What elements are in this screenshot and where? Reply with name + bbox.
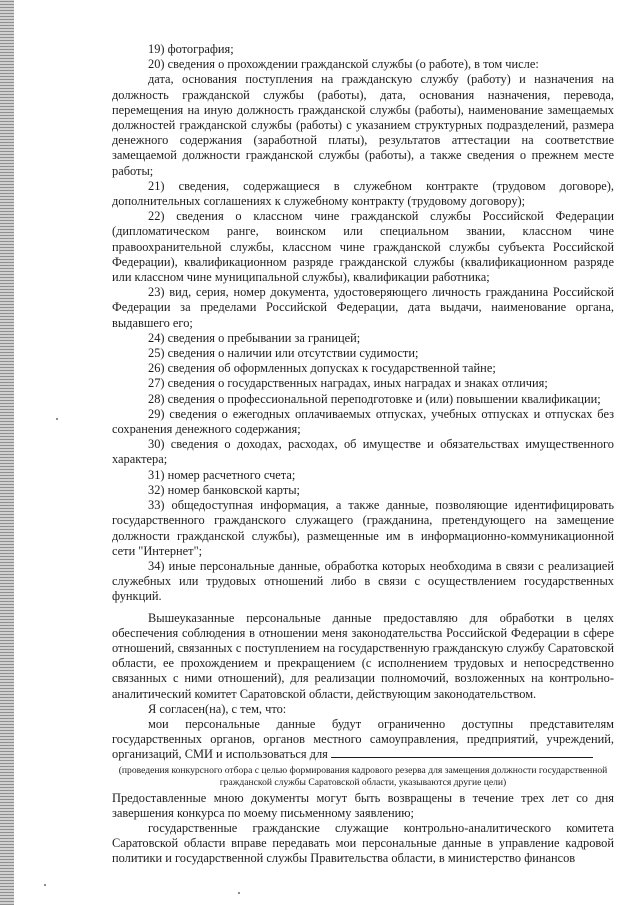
scan-speck — [238, 892, 240, 894]
limited-access-text: мои персональные данные будут ограниченно доступны представителям государственных органов, органов местного самоуправления, предприятий, учреждений, организаций, СМИ и использоваться для — [112, 716, 614, 762]
list-item-24: 24) сведения о пребывании за границей; — [148, 330, 361, 345]
purpose-footnote: (проведения конкурсного отбора с целью формирования кадрового резерва для замещения должности государственной гражданской службы Саратовской области, указываются другие цели) — [118, 764, 608, 788]
document-body — [112, 42, 614, 867]
list-item-34: 34) иные персональные данные, обработка которых необходима в связи с реализацией служебных или трудовых отношений либо в связи с осуществлением государственных функций. — [112, 558, 614, 604]
documents-returned-paragraph: Предоставленные мною документы могут быть возвращены в течение трех лет со дня завершения конкурса по моему письменному заявлению; — [112, 790, 614, 820]
scan-speck — [56, 418, 58, 420]
list-item-29: 29) сведения о ежегодных оплачиваемых отпусках, учебных отпусках и отпусках без сохранения денежного содержания; — [112, 406, 614, 437]
list-item-27: 27) сведения о государственных наградах, иных наградах и знаках отличия; — [148, 376, 548, 391]
list-item-26: 26) сведения об оформленных допусках к государственной тайне; — [148, 361, 496, 376]
list-item-21: 21) сведения, содержащиеся в служебном контракте (трудовом договоре), дополнительных соглашениях к служебному контракту (трудовому договору); — [112, 178, 614, 209]
data-transfer-paragraph: государственные гражданские служащие контрольно-аналитического комитета Саратовской области вправе передавать мои персональные данные в управление кадровой политики и государственной службы Правительства области, в министерство финансов — [112, 820, 614, 866]
scan-edge — [0, 0, 14, 905]
list-item-30: 30) сведения о доходах, расходах, об имуществе и обязательствах имущественного характера; — [112, 437, 614, 467]
list-item-32: 32) номер банковской карты; — [148, 482, 300, 497]
scan-speck — [44, 884, 46, 886]
list-item-25: 25) сведения о наличии или отсутствии судимости; — [148, 346, 419, 361]
list-item-33: 33) общедоступная информация, а также данные, позволяющие идентифицировать государственного гражданского служащего (гражданина, претендующего на замещение должности гражданской службы), размещенные им в информационно-коммуникационной сети "Интернет"; — [112, 498, 614, 558]
limited-access-paragraph — [112, 717, 614, 763]
list-item-20: 20) сведения о прохождении гражданской службы (о работе), в том числе: — [148, 57, 539, 72]
list-item-19: 19) фотография; — [148, 42, 234, 56]
list-item-31: 31) номер расчетного счета; — [148, 467, 296, 482]
purpose-fill-line — [331, 747, 593, 758]
purpose-paragraph: Вышеуказанные персональные данные предоставляю для обработки в целях обеспечения соблюдения в отношении меня законодательства Российской Федерации в сфере отношений, связанных с поступлением на государственную гражданскую службу Саратовской области, ее прохождением и прекращением (с исполнением трудовых и непосредственно связанных с ними отношений), для реализации полномочий, возложенных на контрольно-аналитический комитет Саратовской области, действующим законодательством. — [112, 610, 614, 701]
agreement-heading: Я согласен(на), с тем, что: — [148, 701, 287, 716]
list-item-23: 23) вид, серия, номер документа, удостоверяющего личность гражданина Российской Федерации за пределами Российской Федерации, дата выдачи, наименование органа, выдавшего его; — [112, 285, 614, 330]
list-item-20-detail: дата, основания поступления на гражданскую службу (работу) и назначения на должность гражданской службы (работы), дата, основания назначения, перевода, перемещения на иную должность гражданской службы (работы), наименование замещаемых должностей гражданской службы (работы) с указанием структурных подразделений, размера денежного содержания (заработной платы), результатов аттестации на соответствие замещаемой должности гражданской службы (работы), а также сведения о прежнем месте работы; — [112, 72, 614, 178]
list-item-22: 22) сведения о классном чине гражданской службы Российской Федерации (дипломатическом ранге, воинском или специальном звании, классном чине правоохранительной службы, классном чине гражданской службы субъекта Российской Федерации), квалификационном разряде гражданской службы (квалификационном разряде или классном чине муниципальной службы), квалификации работника; — [112, 209, 614, 285]
list-item-28: 28) сведения о профессиональной переподготовке и (или) повышении квалификации; — [148, 391, 601, 406]
